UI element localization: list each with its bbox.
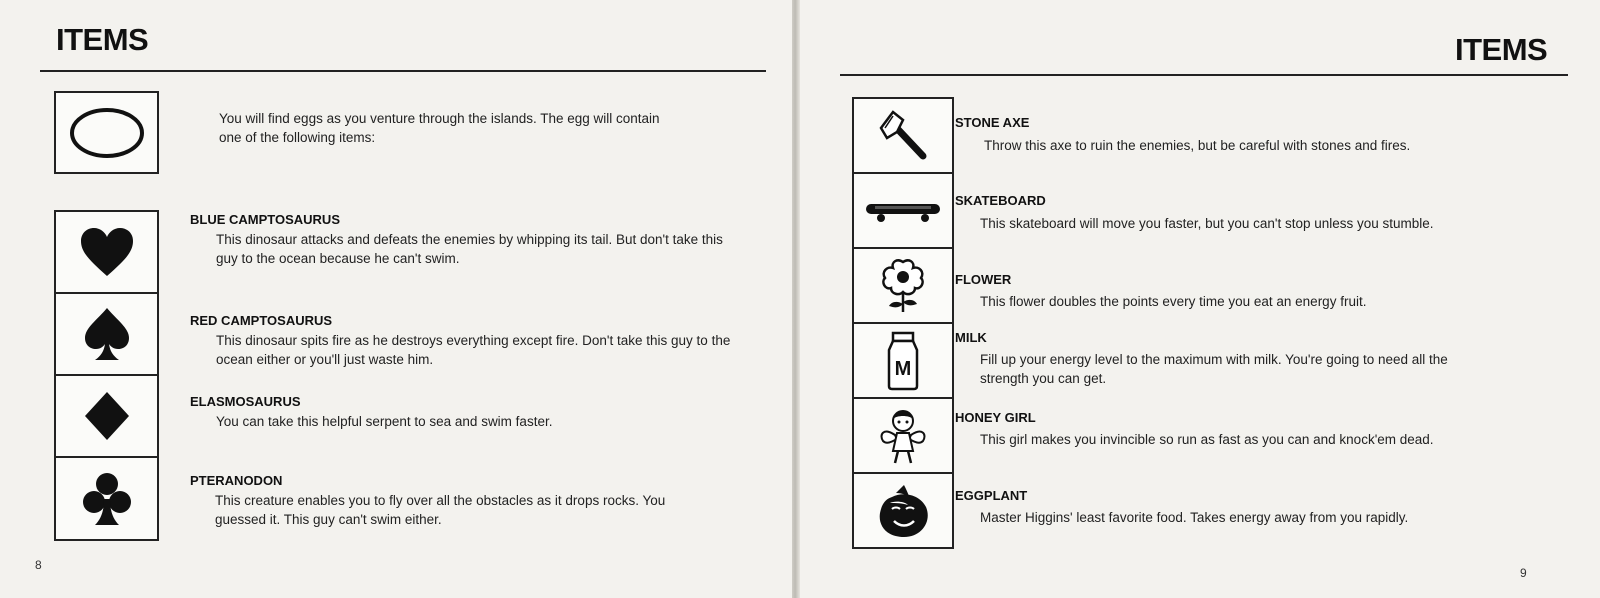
flower-icon (875, 256, 931, 316)
stone-axe-icon-box (852, 97, 954, 174)
item-name-elasmosaurus: ELASMOSAURUS (190, 394, 301, 409)
item-desc-blue-camptosaurus: This dinosaur attacks and defeats the enemies by whipping its tail. But don't take this guy to the ocean because he can't swim. (216, 232, 723, 266)
egg-icon-box (54, 91, 159, 174)
item-name-red-camptosaurus: RED CAMPTOSAURUS (190, 313, 333, 328)
right-page (800, 0, 1600, 598)
title-rule (840, 74, 1568, 76)
item-name-flower: FLOWER (955, 272, 1012, 287)
heart-icon-box (54, 210, 159, 294)
eggplant-icon-box (852, 472, 954, 549)
item-desc-pteranodon: This creature enables you to fly over all the obstacles as it drops rocks. You guessed it. This guy can't swim either. (215, 493, 666, 527)
page-number: 8 (35, 558, 42, 572)
book-gutter (792, 0, 800, 598)
stone-axe-icon (873, 106, 933, 166)
flower-icon-box (852, 247, 954, 324)
title-rule (40, 70, 766, 72)
diamond-icon-box (54, 374, 159, 458)
item-desc-honey-girl: This girl makes you invincible so run as fast as you can and knock'em dead. (980, 432, 1434, 447)
item-name-pteranodon: PTERANODON (190, 473, 283, 488)
spade-icon-box (54, 292, 159, 376)
diamond-icon (83, 390, 131, 442)
item-desc-eggplant: Master Higgins' least favorite food. Takes energy away from you rapidly. (980, 510, 1409, 525)
item-name-stone-axe: STONE AXE (955, 115, 1030, 130)
item-desc-elasmosaurus: You can take this helpful serpent to sea and swim faster. (216, 414, 553, 429)
item-desc-flower: This flower doubles the points every time you eat an energy fruit. (980, 294, 1367, 309)
egg-intro-text: You will find eggs as you venture through the islands. The egg will contain one of the following items: (219, 111, 660, 145)
item-name-skateboard: SKATEBOARD (955, 193, 1046, 208)
item-desc-skateboard: This skateboard will move you faster, but you can't stop unless you stumble. (980, 216, 1434, 231)
item-name-eggplant: EGGPLANT (955, 488, 1028, 503)
club-icon-box (54, 456, 159, 541)
egg-icon (67, 105, 147, 161)
spade-icon (83, 306, 131, 362)
honey-girl-icon (875, 405, 931, 467)
item-name-blue-camptosaurus: BLUE CAMPTOSAURUS (190, 212, 340, 227)
page-title: ITEMS (1455, 32, 1548, 67)
page-number: 9 (1520, 566, 1527, 580)
left-page (0, 0, 792, 598)
honey-girl-icon-box (852, 397, 954, 474)
item-desc-stone-axe: Throw this axe to ruin the enemies, but be careful with stones and fires. (984, 138, 1411, 153)
heart-icon (79, 226, 135, 278)
item-desc-red-camptosaurus: This dinosaur spits fire as he destroys everything except fire. Don't take this guy to the ocean either or you'll just waste him. (216, 333, 731, 367)
club-icon (82, 471, 132, 527)
milk-bottle-icon-box (852, 322, 954, 399)
item-name-honey-girl: HONEY GIRL (955, 410, 1036, 425)
skateboard-icon (863, 196, 943, 226)
milk-bottle-letter: M (894, 357, 912, 380)
page-title: ITEMS (56, 22, 149, 57)
item-name-milk: MILK (955, 330, 987, 345)
item-desc-milk: Fill up your energy level to the maximum with milk. You're going to need all the strength you can get. (980, 352, 1448, 386)
eggplant-icon (874, 481, 932, 541)
milk-bottle-icon (881, 330, 925, 392)
skateboard-icon-box (852, 172, 954, 249)
